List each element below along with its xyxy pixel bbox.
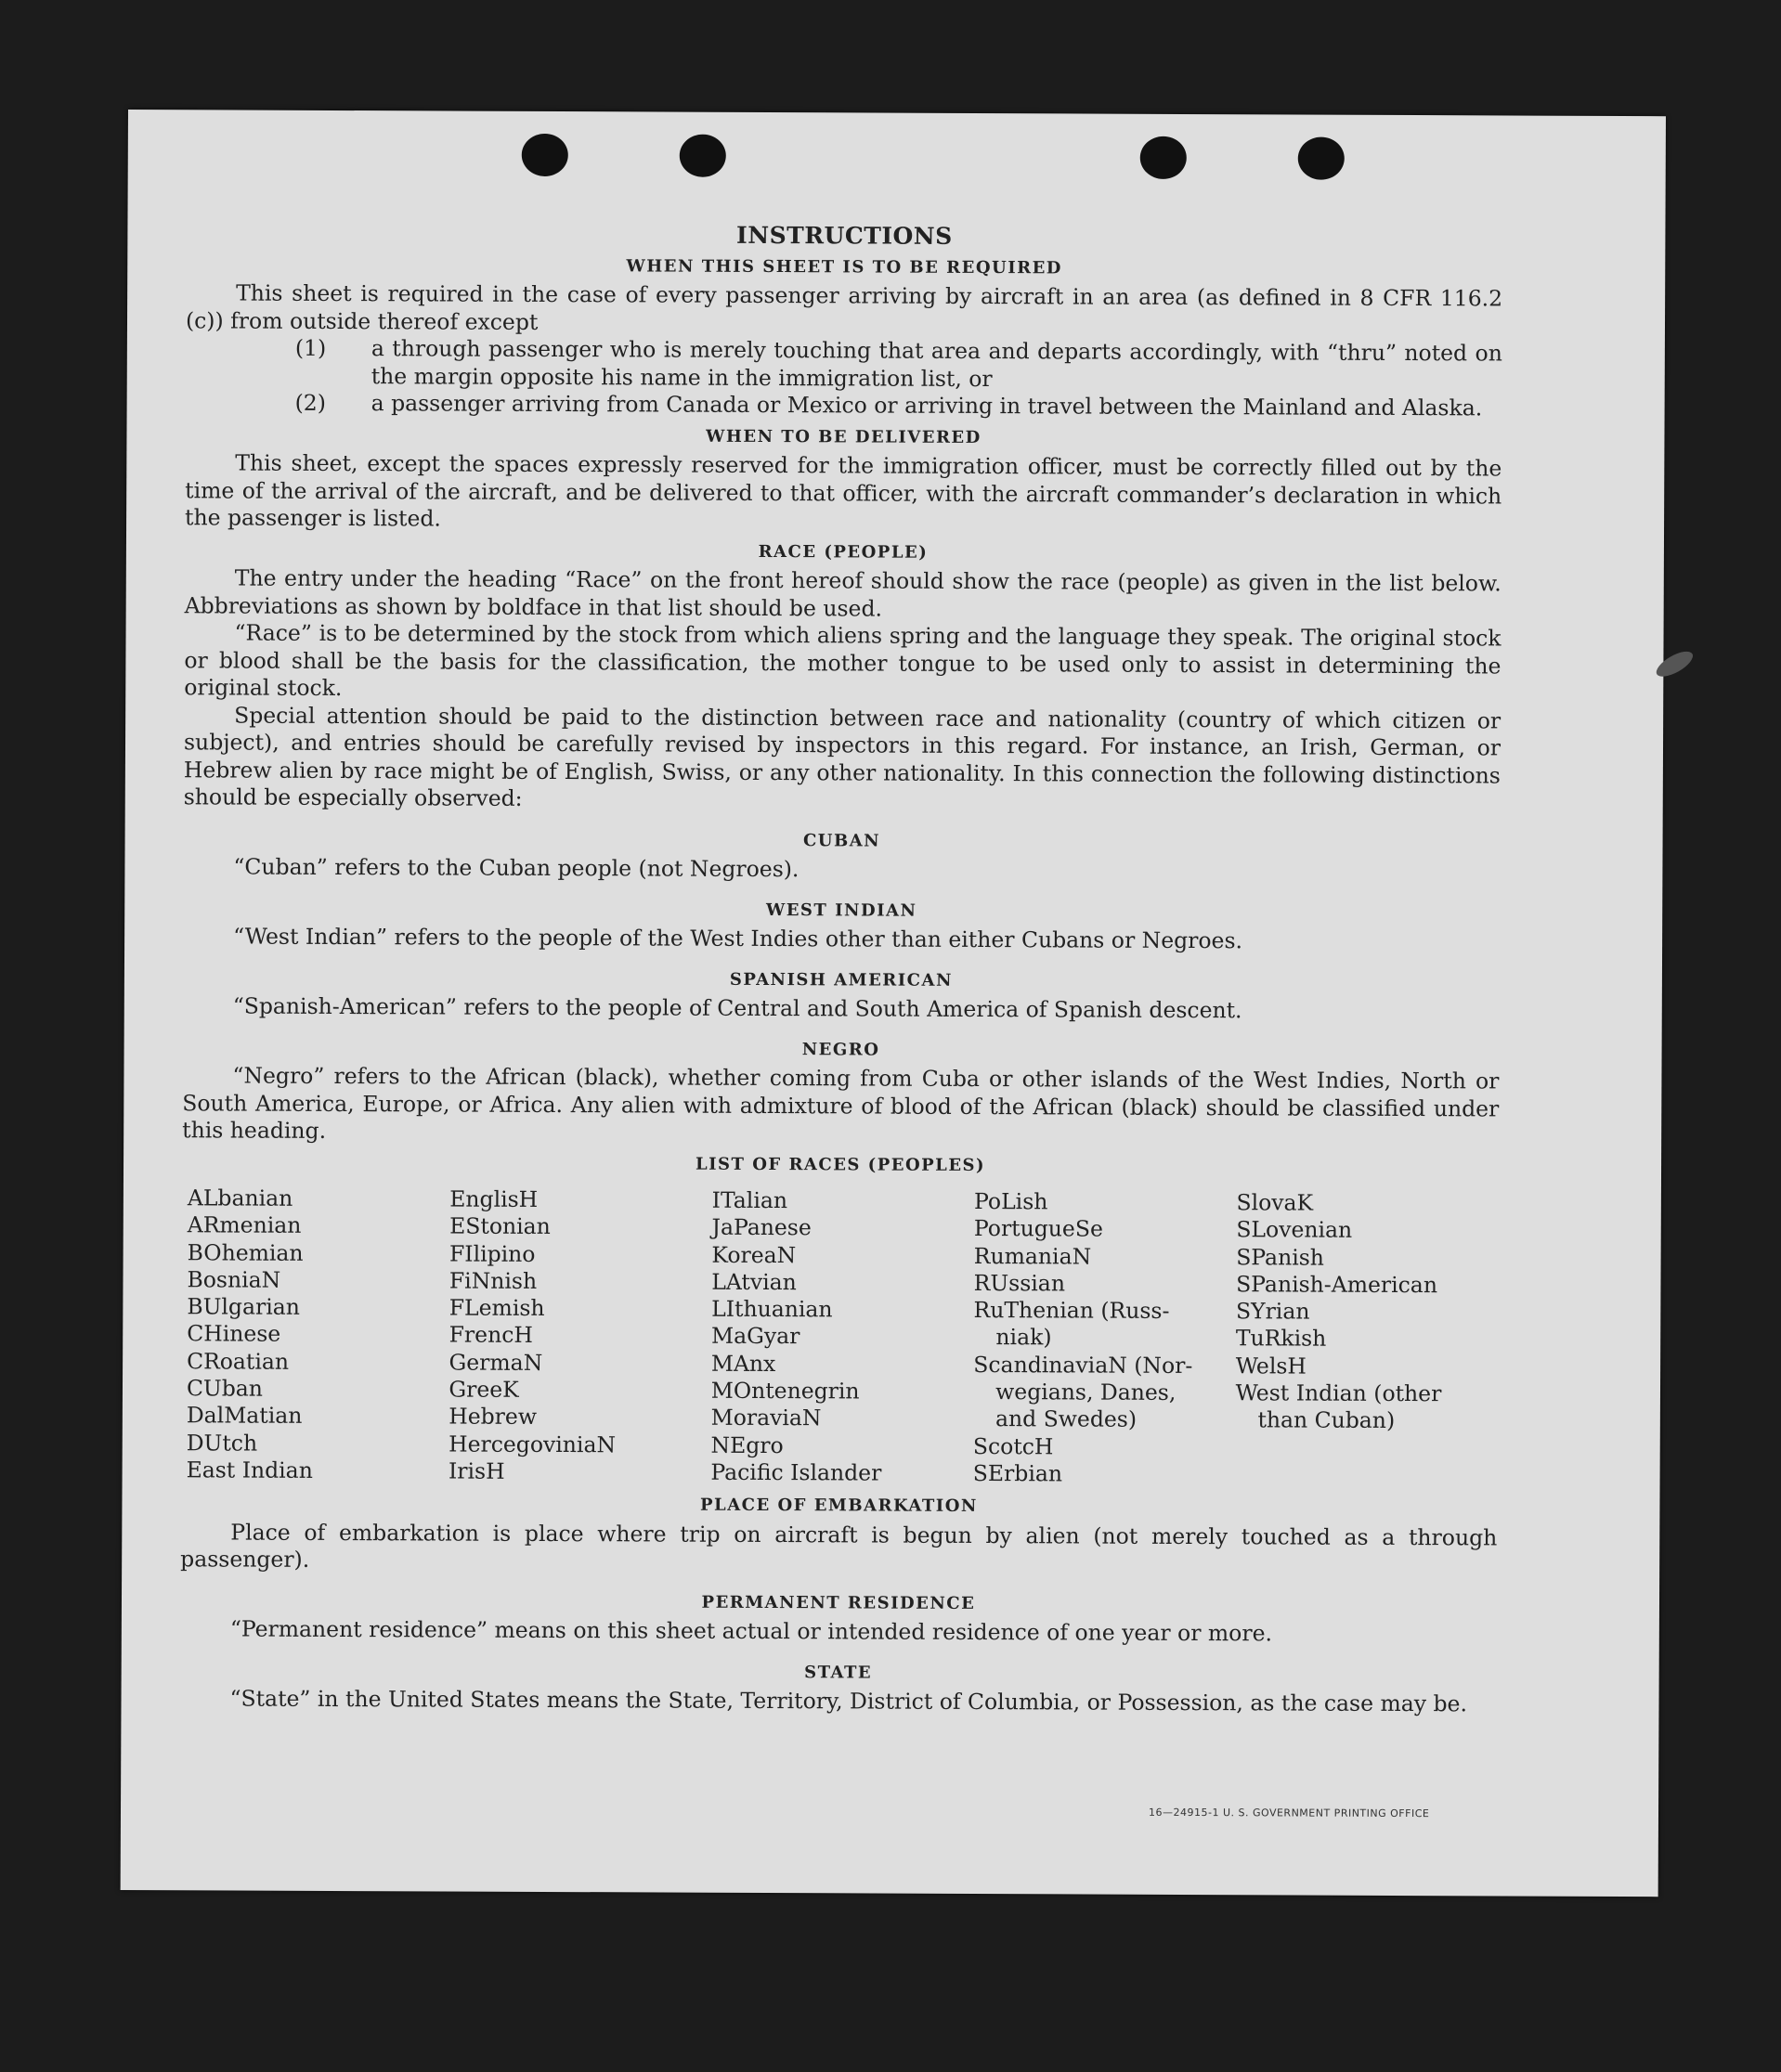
race-entry: BUlgarian [187, 1293, 300, 1321]
race-paragraph: Special attention should be paid to the distinction between race and nationality (country of which citizen or subject), and entries should be carefully revised by inspectors in this regard. For instance, an Irish, German, or Hebrew alien by race might be of English, Swiss, or any other nationality. In this connection the following distinctions should be especially observed: [183, 702, 1502, 811]
race-entry: BOhemian [187, 1238, 304, 1266]
race-entry: MoraviaN [710, 1405, 822, 1431]
race-entry: and Swedes) [995, 1405, 1138, 1433]
spanish-american-text: “Spanish-American” refers to the people of Central and South America of Spanish descent. [232, 992, 1242, 1024]
races-column [1235, 1189, 1499, 1489]
race-entry: GreeK [448, 1376, 519, 1403]
race-entry: PortugueSe [973, 1215, 1103, 1242]
residence-text: “Permanent residence” means on this sheet actual or intended residence of one year or more. [229, 1615, 1273, 1647]
races-column [973, 1188, 1237, 1488]
embarkation-text: Place of embarkation is place where trip on aircraft is begun by alien (not merely touched as a through passenger). [180, 1519, 1498, 1573]
race-entry: East Indian [186, 1457, 313, 1483]
race-entry: EnglisH [449, 1185, 539, 1212]
race-entry: niak) [995, 1324, 1052, 1351]
punch-hole [522, 134, 568, 176]
item-number: (2) [294, 389, 326, 416]
race-entry: MOntenegrin [710, 1377, 860, 1405]
exception-item [186, 389, 1502, 422]
race-entry: Pacific Islander [710, 1458, 882, 1486]
race-entry: JaPanese [711, 1214, 812, 1241]
heading-cuban: CUBAN [802, 830, 881, 851]
race-entry: FIlipino [448, 1240, 536, 1267]
exception-item [186, 334, 1502, 395]
item-text: a through passenger who is merely touching that area and departs accordingly, with “thru” noted on the margin opposite his name in the immigration list, or [370, 335, 1502, 392]
punch-hole [1298, 136, 1345, 179]
race-entry: WelsH [1235, 1352, 1307, 1379]
race-entry: CRoatian [187, 1348, 290, 1375]
race-entry: IrisH [448, 1457, 505, 1484]
race-entry: RumaniaN [973, 1242, 1092, 1270]
race-entry: SLovenian [1236, 1216, 1353, 1244]
race-entry: LAtvian [711, 1268, 797, 1296]
race-entry: EStonian [449, 1212, 551, 1240]
race-entry: BosniaN [187, 1266, 281, 1293]
punch-hole [680, 135, 726, 177]
punch-hole [1140, 136, 1187, 179]
printing-office-footer: 16—24915-1 U. S. GOVERNMENT PRINTING OFFICE [1148, 1806, 1430, 1820]
heading-state: STATE [804, 1662, 873, 1683]
race-entry: ScandinaviaN (Nor- [973, 1351, 1193, 1379]
race-entry: CHinese [187, 1320, 281, 1348]
instructions-content [179, 219, 1502, 1718]
heading-embarkation: PLACE OF EMBARKATION [699, 1495, 978, 1517]
race-entry: HercegoviniaN [448, 1431, 617, 1457]
races-list [187, 1185, 1499, 1489]
race-entry: DUtch [186, 1429, 258, 1457]
race-paragraph: The entry under the heading “Race” on the front hereof should show the race (people) as given in the list below. Abbreviations as shown by boldface in that list should be used. [184, 564, 1502, 622]
race-entry: FrencH [448, 1322, 533, 1349]
race-entry: SlovaK [1236, 1189, 1314, 1216]
page-title: INSTRUCTIONS [736, 221, 953, 250]
race-entry: RUssian [973, 1269, 1066, 1297]
race-entry: than Cuban) [1257, 1406, 1396, 1434]
race-entry: DalMatian [186, 1402, 303, 1430]
item-number: (1) [294, 334, 327, 361]
races-column [187, 1185, 450, 1484]
race-entry: ITalian [711, 1186, 788, 1214]
race-entry: Hebrew [448, 1403, 538, 1431]
race-paragraph: “Race” is to be determined by the stock from which aliens spring and the language they speak. The original stock or blood shall be the basis for the classification, the mother tongue to be used only to assist in determining the original stock. [184, 619, 1502, 702]
item-text: a passenger arriving from Canada or Mexico or arriving in travel between the Mainland and Alaska. [370, 390, 1483, 421]
heading-negro: NEGRO [801, 1039, 880, 1060]
race-entry: SYrian [1235, 1298, 1310, 1325]
race-entry: LIthuanian [711, 1295, 833, 1323]
race-entry: MAnx [710, 1350, 776, 1377]
heading-races-list: LIST OF RACES (PEOPLES) [695, 1154, 986, 1175]
race-entry: SPanish [1236, 1243, 1325, 1271]
negro-text: “Negro” refers to the African (black), whether coming from Cuba or other islands of the West Indies, North or South America, Europe, or Africa. Any alien with admixture of blood of the African (black) should be classified under this heading. [182, 1062, 1500, 1144]
race-entry: MaGyar [710, 1323, 800, 1350]
document-sheet [121, 110, 1666, 1897]
races-column [448, 1186, 712, 1486]
race-entry: RuThenian (Russ- [973, 1297, 1170, 1325]
race-entry: FiNnish [448, 1267, 538, 1294]
race-entry: West Indian (other [1235, 1379, 1442, 1407]
race-entry: ALbanian [187, 1185, 293, 1211]
races-column [710, 1187, 974, 1487]
heading-spanish-american: SPANISH AMERICAN [729, 969, 953, 991]
state-text: “State” in the United States means the State, Territory, District of Columbia, or Possession, as the case may be. [229, 1685, 1468, 1717]
race-entry: TuRkish [1235, 1325, 1327, 1353]
race-entry: GermaN [448, 1349, 543, 1376]
heading-when-required: WHEN THIS SHEET IS TO BE REQUIRED [626, 255, 1062, 278]
ink-smudge [1653, 647, 1696, 681]
race-entry: ARmenian [187, 1211, 302, 1239]
race-entry: SErbian [972, 1459, 1063, 1487]
heading-west-indian: WEST INDIAN [765, 900, 917, 921]
race-entry: ScotcH [972, 1432, 1054, 1460]
race-entry: CUban [186, 1375, 264, 1402]
heading-race: RACE (PEOPLE) [758, 541, 929, 563]
race-entry: wegians, Danes, [995, 1379, 1176, 1406]
race-entry: FLemish [448, 1294, 545, 1322]
when-delivered-text: This sheet, except the spaces expressly reserved for the immigration officer, must be correctly filled out by the time of the arrival of the aircraft, and be delivered to that officer, with the aircraft commander’s declaration in which the passenger is listed. [185, 449, 1502, 532]
race-entry: NEgro [710, 1431, 784, 1458]
when-required-intro: This sheet is required in the case of every passenger arriving by aircraft in an area (as defined in 8 CFR 116.2 (c)) from outside thereof except [185, 279, 1503, 335]
cuban-text: “Cuban” refers to the Cuban people (not Negroes). [233, 853, 800, 883]
race-entry: SPanish-American [1236, 1271, 1438, 1299]
heading-when-delivered: WHEN TO BE DELIVERED [706, 426, 982, 447]
heading-permanent-residence: PERMANENT RESIDENCE [701, 1592, 976, 1613]
race-entry: KoreaN [711, 1241, 797, 1268]
west-indian-text: “West Indian” refers to the people of the West Indies other than either Cubans or Negroes. [233, 923, 1243, 954]
race-entry: PoLish [974, 1187, 1048, 1215]
